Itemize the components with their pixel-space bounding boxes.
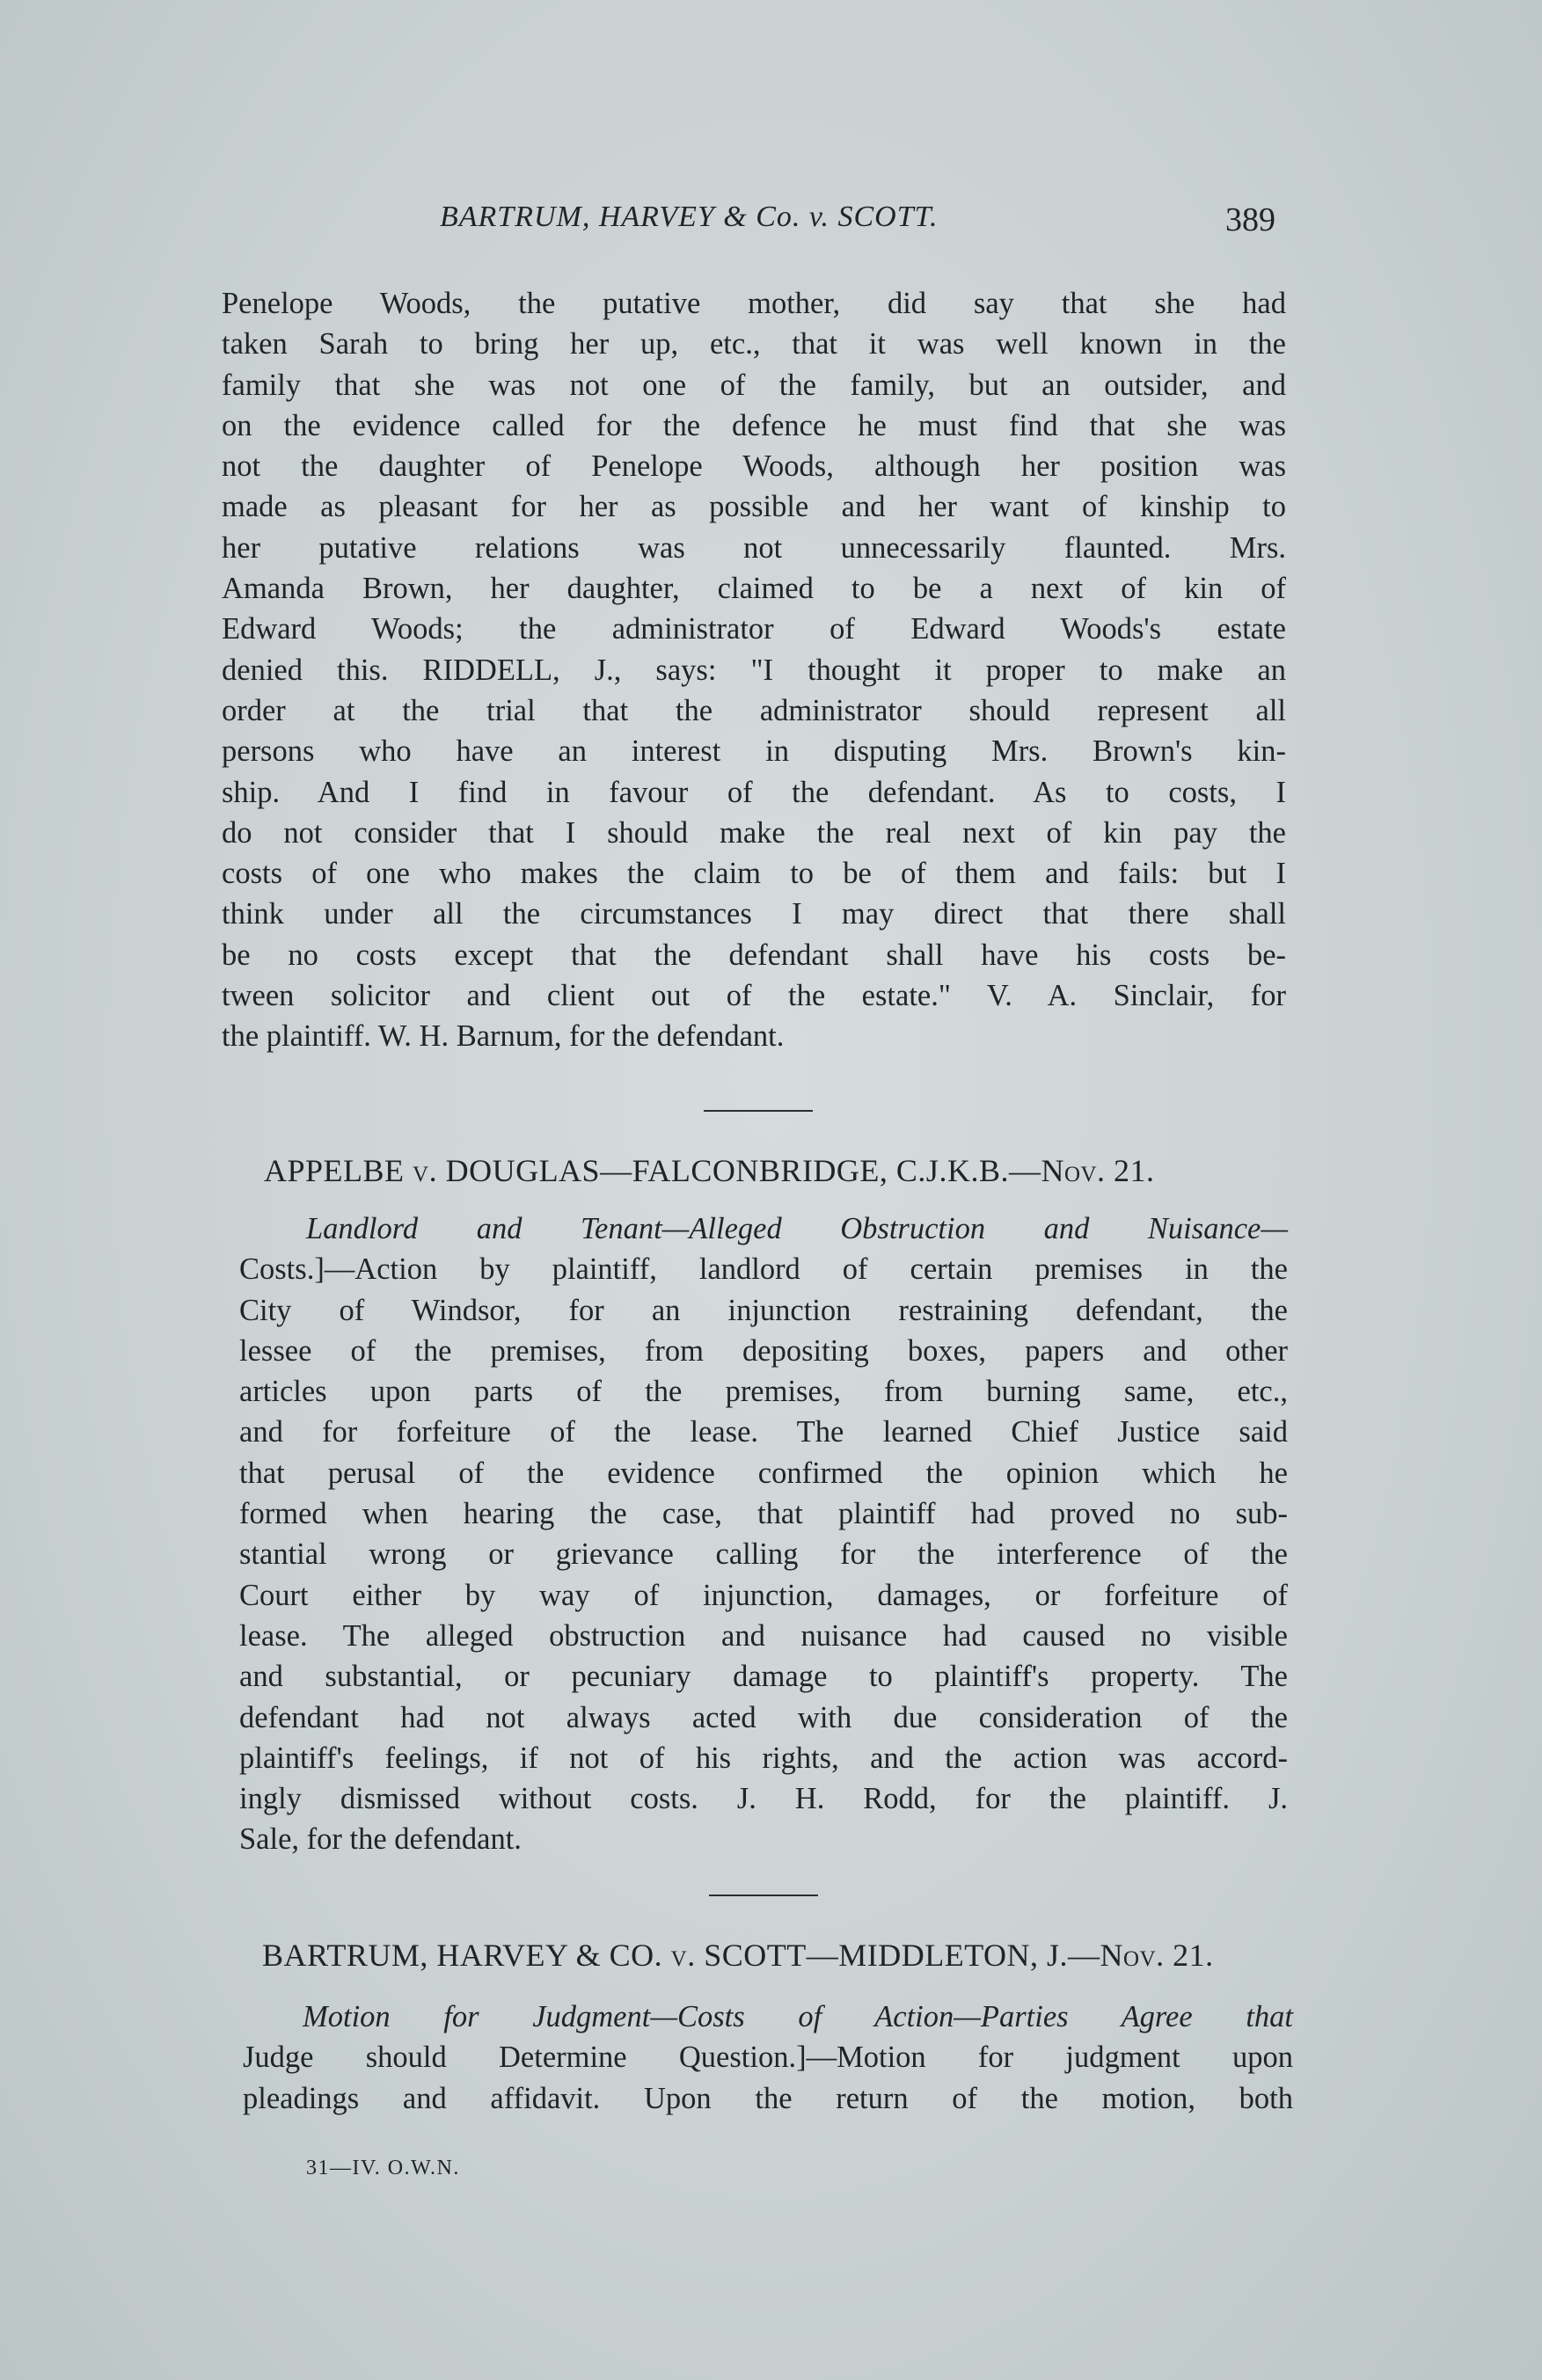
text-line: the plaintiff. W. H. Barnum, for the defendant. — [222, 1019, 785, 1054]
signature-mark: 31—IV. O.W.N. — [306, 2157, 460, 2179]
text-line: on the evidence called for the defence he must find that she was — [222, 408, 1286, 442]
section-separator — [709, 1895, 818, 1896]
running-head: BARTRUM, HARVEY & Co. v. SCOTT. — [440, 201, 939, 233]
section-separator — [704, 1110, 813, 1112]
text-line: Judge should Determine Question.]—Motion for judgment upon — [243, 2041, 1293, 2075]
page-header — [220, 201, 1275, 253]
text-line: family that she was not one of the family, but an outsider, and — [222, 368, 1286, 402]
text-line: persons who have an interest in disputing Mrs. Brown's kin- — [222, 734, 1286, 769]
text-line: think under all the circumstances I may direct that there shall — [222, 897, 1286, 931]
text-line: stantial wrong or grievance calling for the interference of the — [239, 1537, 1288, 1572]
text-line: Amanda Brown, her daughter, claimed to be a next of kin of — [222, 572, 1286, 606]
text-line: not the daughter of Penelope Woods, although her position was — [222, 449, 1286, 484]
text-line: lessee of the premises, from depositing boxes, papers and other — [239, 1333, 1288, 1368]
text-line: costs of one who makes the claim to be of them and fails: but I — [222, 857, 1286, 891]
text-line: pleadings and affidavit. Upon the return of the motion, both — [243, 2081, 1293, 2115]
text-line: tween solicitor and client out of the estate." V. A. Sinclair, for — [222, 979, 1286, 1013]
text-line: and for forfeiture of the lease. The learned Chief Justice said — [239, 1415, 1288, 1449]
text-line: defendant had not always acted with due consideration of the — [239, 1700, 1288, 1734]
text-line: Costs.]—Action by plaintiff, landlord of certain premises in the — [239, 1252, 1288, 1287]
text-line: that perusal of the evidence confirmed the opinion which he — [239, 1456, 1288, 1490]
text-line: Sale, for the defendant. — [239, 1822, 522, 1857]
continued-paragraph — [222, 283, 1286, 1057]
text-line: formed when hearing the case, that plaintiff had proved no sub- — [239, 1497, 1288, 1531]
text-line: do not consider that I should make the real next of kin pay the — [222, 815, 1286, 850]
case-paragraph-appelbe — [239, 1208, 1288, 1860]
text-line: order at the trial that the administrator should represent all — [222, 693, 1286, 727]
text-line: Landlord and Tenant—Alleged Obstruction and Nuisance— — [306, 1212, 1288, 1245]
text-line: denied this. RIDDELL, J., says: "I thought it proper to make an — [222, 653, 1286, 687]
text-line: taken Sarah to bring her up, etc., that it was well known in the — [222, 327, 1286, 361]
text-line: ingly dismissed without costs. J. H. Rodd, for the plaintiff. J. — [239, 1782, 1288, 1816]
text-line: City of Windsor, for an injunction restraining defendant, the — [239, 1293, 1288, 1327]
text-line: ship. And I find in favour of the defendant. As to costs, I — [222, 775, 1286, 809]
text-line: Penelope Woods, the putative mother, did say that she had — [222, 287, 1286, 320]
text-line: Court either by way of injunction, damages, or forfeiture of — [239, 1578, 1288, 1612]
text-line: and substantial, or pecuniary damage to plaintiff's property. The — [239, 1660, 1288, 1694]
text-line: her putative relations was not unnecessarily flaunted. Mrs. — [222, 530, 1286, 565]
text-line: made as pleasant for her as possible and her want of kinship to — [222, 490, 1286, 524]
case-title-bartrum: BARTRUM, HARVEY & CO. v. SCOTT—MIDDLETON, J.—Nov. 21. — [262, 1938, 1214, 1973]
text-line: Motion for Judgment—Costs of Action—Parties Agree that — [303, 2000, 1293, 2033]
text-line: Edward Woods; the administrator of Edward Woods's estate — [222, 612, 1286, 646]
page-number: 389 — [1225, 201, 1275, 238]
text-line: articles upon parts of the premises, from burning same, etc., — [239, 1375, 1288, 1409]
case-paragraph-bartrum — [243, 1997, 1293, 2119]
text-line: lease. The alleged obstruction and nuisance had caused no visible — [239, 1618, 1288, 1653]
text-line: be no costs except that the defendant shall have his costs be- — [222, 938, 1286, 972]
case-title-appelbe: APPELBE v. DOUGLAS—FALCONBRIDGE, C.J.K.B.—Nov. 21. — [264, 1153, 1155, 1188]
text-line: plaintiff's feelings, if not of his rights, and the action was accord- — [239, 1741, 1288, 1775]
